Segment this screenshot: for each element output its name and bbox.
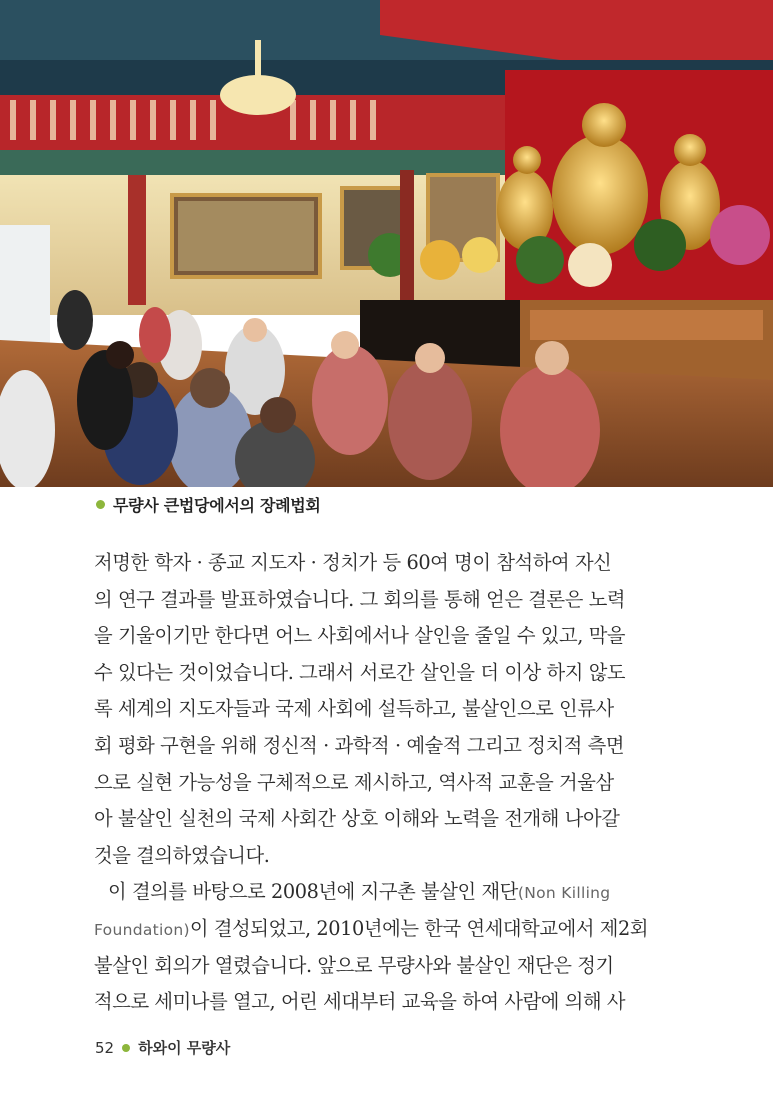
body-text xyxy=(94,545,674,1021)
para2-en-text: (Non Killing xyxy=(517,884,611,903)
foundation-en-text: Foundation) xyxy=(94,920,190,939)
body-line xyxy=(94,911,674,948)
body-line: 록 세계의 지도자들과 국제 사회에 설득하고, 불살인으로 인류사 xyxy=(94,697,614,721)
temple-photo-illustration xyxy=(0,0,773,487)
body-line: 적으로 세미나를 열고, 어린 세대부터 교육을 하여 사람에 의해 사 xyxy=(94,990,626,1014)
body-line: 의 연구 결과를 발표하였습니다. 그 회의를 통해 얻은 결론은 노력 xyxy=(94,587,626,611)
body-line-para2 xyxy=(94,874,674,911)
footer-bullet-icon xyxy=(122,1044,130,1052)
para2-ko-text: 이 결의를 바탕으로 2008년에 지구촌 불살인 재단 xyxy=(108,880,518,904)
body-line: 것을 결의하였습니다. xyxy=(94,843,270,867)
temple-interior-photo xyxy=(0,0,773,487)
caption-text: 무량사 큰법당에서의 장례법회 xyxy=(113,496,321,515)
body-line: 아 불살인 실천의 국제 사회간 상호 이해와 노력을 전개해 나아갈 xyxy=(94,807,620,831)
page-footer xyxy=(95,1037,230,1058)
photo-caption xyxy=(96,493,321,516)
body-line: 수 있다는 것이었습니다. 그래서 서로간 살인을 더 이상 하지 않도 xyxy=(94,660,626,684)
para2-ko-text: 이 결성되었고, 2010년에는 한국 연세대학교에서 제2회 xyxy=(189,916,649,940)
body-line: 회 평화 구현을 위해 정신적 · 과학적 · 예술적 그리고 정치적 측면 xyxy=(94,733,625,757)
body-line: 저명한 학자 · 종교 지도자 · 정치가 등 60여 명이 참석하여 자신 xyxy=(94,551,612,574)
body-line: 을 기울이기만 한다면 어느 사회에서나 살인을 줄일 수 있고, 막을 xyxy=(94,624,626,648)
book-title: 하와이 무량사 xyxy=(138,1039,231,1057)
page-number: 52 xyxy=(95,1038,115,1057)
caption-bullet-icon xyxy=(96,500,105,509)
body-line: 불살인 회의가 열렸습니다. 앞으로 무량사와 불살인 재단은 정기 xyxy=(94,953,614,977)
body-line: 으로 실현 가능성을 구체적으로 제시하고, 역사적 교훈을 거울삼 xyxy=(94,770,614,794)
